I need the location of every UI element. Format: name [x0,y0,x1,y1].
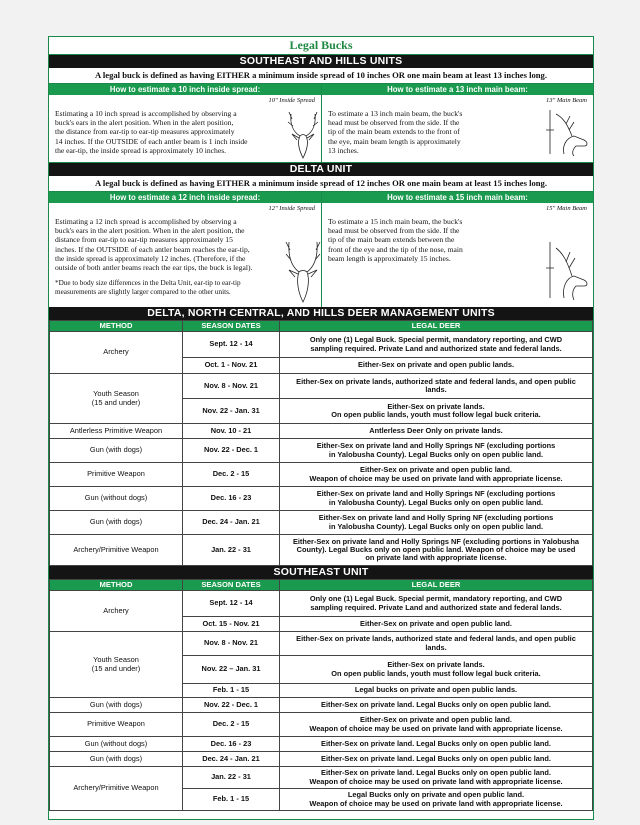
southeast-heading: SOUTHEAST UNIT [49,566,593,579]
method-cell: Youth Season (15 and under) [50,632,183,698]
text-line: buck's ears in the alert position. When in the alert position, the [55,226,245,236]
text-line: measurements are slightly larger compared to the other units. [55,287,231,296]
method-cell: Gun (with dogs) [50,698,183,713]
text-line: To estimate a 15 inch main beam, the buck's [328,217,463,226]
dates-cell: Oct. 1 - Nov. 21 [183,358,280,374]
legal-cell: Either-Sex on private land and Holly Springs NF (excluding portions in Yalobusha County). Legal Bucks only on open public land. [280,487,593,511]
delta-spread-caption: 12" Inside Spread [268,205,315,212]
method-cell: Archery [50,591,183,632]
dates-cell: Nov. 22 - Jan. 31 [183,399,280,424]
table-row [50,713,593,737]
table-row [50,487,593,511]
text-line: Estimating a 12 inch spread is accomplished by observing a [55,217,237,226]
page-title: Legal Bucks [49,37,593,55]
dates-column-header: SEASON DATES [183,321,280,332]
table-row [50,424,593,439]
deer-side-illustration [544,106,592,158]
legal-cell: Either-Sex on private lands. On open public lands, youth must follow legal buck criteria. [280,399,593,424]
dates-cell: Nov. 8 - Nov. 21 [183,374,280,399]
dates-cell: Jan. 22 - 31 [183,767,280,789]
beam-caption: 13" Main Beam [546,97,587,104]
legal-column-header: LEGAL DEER [280,580,593,591]
legal-column-header: LEGAL DEER [280,321,593,332]
delta-spread-heading: How to estimate a 12 inch inside spread: [49,192,321,203]
legal-cell: Legal Bucks only on private and open public land. Weapon of choice may be used on private land with appropriate license. [280,789,593,811]
text-line: 13 inches. [328,145,359,155]
legal-cell: Antlerless Deer Only on private lands. [280,424,593,439]
dates-cell: Sept. 12 - 14 [183,332,280,358]
dates-cell: Nov. 22 – Jan. 31 [183,656,280,684]
text-line: To estimate a 13 inch main beam, the buck's [328,109,463,118]
deer-side-illustration-delta [544,238,592,302]
text-line: beam length is approximately 15 inches. [328,253,451,263]
table-header-row [50,321,593,332]
dnc-heading: DELTA, NORTH CENTRAL, AND HILLS DEER MANAGEMENT UNITS [49,307,593,320]
dnc-season-table [49,320,593,566]
method-column-header: METHOD [50,321,183,332]
dates-cell: Sept. 12 - 14 [183,591,280,617]
legal-cell: Only one (1) Legal Buck. Special permit, mandatory reporting, and CWD sampling required. Private Land and authorized state and federal lands. [280,591,593,617]
legal-cell: Either-Sex on private and open public land. Weapon of choice may be used on private land with appropriate license. [280,463,593,487]
legal-cell: Either-Sex on private and open public land. Weapon of choice may be used on private land with appropriate license. [280,713,593,737]
method-cell: Youth Season (15 and under) [50,374,183,424]
deer-front-illustration-delta [285,230,321,305]
text-line: 14 inches. If the OUTSIDE of each antler beam is 1 inch inside [55,136,248,146]
text-line: *Due to body size differences in the Delta Unit, ear-tip to ear-tip [55,279,241,288]
regulations-page [48,36,594,820]
legal-cell: Either-Sex on private land and Holly Spring NF (excluding portions in Yalobusha County). Legal Bucks only on open public land. [280,511,593,535]
legal-cell: Either-Sex on private and open public lands. [280,358,593,374]
method-cell: Archery/Primitive Weapon [50,535,183,566]
legal-cell: Either-Sex on private land. Legal Bucks only on open public land. Weapon of choice may be used on private land with appropriate license. [280,767,593,789]
delta-beam-panel [321,192,593,307]
dates-cell: Dec. 24 - Jan. 21 [183,511,280,535]
dates-cell: Oct. 15 - Nov. 21 [183,617,280,632]
southeast-hills-heading: SOUTHEAST AND HILLS UNITS [49,55,593,68]
text-line: head must be observed from the side. If the [328,118,460,128]
text-line: the distance from ear-tip to ear-tip measures approximately [55,127,235,137]
delta-definition: A legal buck is defined as having EITHER a minimum inside spread of 12 inches OR one main beam at least 15 inches long. [49,176,593,192]
spread-estimate-heading: How to estimate a 10 inch inside spread: [49,84,321,95]
text-line: buck's ears in the alert position. When in the alert position, [55,118,234,128]
text-line: the inside spread is approximately 12 inches. (Therefore, if the [55,253,246,263]
method-cell: Gun (without dogs) [50,737,183,752]
table-row [50,332,593,358]
dates-cell: Nov. 10 - 21 [183,424,280,439]
legal-cell: Legal bucks on private and open public lands. [280,684,593,698]
table-header-row [50,580,593,591]
table-row [50,591,593,617]
legal-cell: Either-Sex on private lands, authorized state and federal lands, and open public lands. [280,374,593,399]
table-row [50,463,593,487]
text-line: inches. If the OUTSIDE of each antler beam reaches the ear-tip, [55,244,250,254]
legal-cell: Either-Sex on private land and Holly Springs NF (excluding portions in Yalobusha County). Legal Bucks only on open public land. [280,439,593,463]
method-cell: Archery [50,332,183,374]
method-cell: Primitive Weapon [50,463,183,487]
dates-cell: Dec. 24 - Jan. 21 [183,752,280,767]
dates-cell: Dec. 16 - 23 [183,487,280,511]
southeast-hills-definition: A legal buck is defined as having EITHER a minimum inside spread of 10 inches OR one main beam at least 13 inches long. [49,68,593,84]
legal-cell: Either-Sex on private land. Legal Bucks only on open public land. [280,737,593,752]
delta-estimates [49,192,593,307]
dates-cell: Dec. 2 - 15 [183,463,280,487]
method-cell: Gun (with dogs) [50,752,183,767]
dates-cell: Jan. 22 - 31 [183,535,280,566]
dates-column-header: SEASON DATES [183,580,280,591]
spread-estimate-panel [49,84,321,162]
delta-heading: DELTA UNIT [49,163,593,176]
text-line: tip of the main beam extends to the front of [328,127,460,137]
dates-cell: Feb. 1 - 15 [183,789,280,811]
delta-spread-panel [49,192,321,307]
text-line: head must be observed from the side. If the [328,226,460,236]
southeast-season-table [49,579,593,811]
delta-spread-text [49,203,286,272]
legal-cell: Either-Sex on private land. Legal Bucks only on open public land. [280,698,593,713]
table-row [50,752,593,767]
text-line: tip of the main beam extends between the [328,235,455,245]
beam-estimate-panel [321,84,593,162]
delta-beam-text [322,203,534,263]
text-line: distance from ear-tip to ear-tip measures approximately 15 [55,235,233,245]
legal-cell: Either-Sex on private and open public land. [280,617,593,632]
delta-footnote [49,272,321,296]
beam-estimate-heading: How to estimate a 13 inch main beam: [322,84,593,95]
table-row [50,535,593,566]
table-row [50,374,593,399]
deer-front-illustration [287,106,319,161]
delta-beam-caption: 15" Main Beam [546,205,587,212]
method-cell: Antlerless Primitive Weapon [50,424,183,439]
legal-cell: Either-Sex on private land. Legal Bucks only on open public land. [280,752,593,767]
table-row [50,632,593,656]
table-row [50,737,593,752]
dates-cell: Nov. 8 - Nov. 21 [183,632,280,656]
method-column-header: METHOD [50,580,183,591]
legal-cell: Either-Sex on private lands, authorized state and federal lands, and open public lands. [280,632,593,656]
spread-estimate-text [49,95,286,155]
table-row [50,511,593,535]
beam-estimate-text [322,95,534,155]
method-cell: Gun (without dogs) [50,487,183,511]
legal-cell: Either-Sex on private lands. On open public lands, youth must follow legal buck criteria. [280,656,593,684]
text-line: Estimating a 10 inch spread is accomplished by observing a [55,109,237,118]
method-cell: Archery/Primitive Weapon [50,767,183,811]
dates-cell: Nov. 22 - Dec. 1 [183,698,280,713]
dates-cell: Dec. 16 - 23 [183,737,280,752]
method-cell: Primitive Weapon [50,713,183,737]
table-row [50,439,593,463]
dates-cell: Nov. 22 - Dec. 1 [183,439,280,463]
text-line: front of the eye and the tip of the nose, main [328,244,463,254]
spread-caption: 10" Inside Spread [268,97,315,104]
text-line: the ear-tip, the inside spread is approximately 10 inches. [55,145,227,155]
text-line: the eye, main beam length is approximately [328,136,461,146]
table-row [50,767,593,789]
method-cell: Gun (with dogs) [50,439,183,463]
dates-cell: Dec. 2 - 15 [183,713,280,737]
text-line: outside of both antler beams reach the ear tips, the buck is legal). [55,263,253,273]
delta-beam-heading: How to estimate a 15 inch main beam: [322,192,593,203]
method-cell: Gun (with dogs) [50,511,183,535]
legal-cell: Either-Sex on private land and Holly Springs NF (excluding portions in Yalobusha County). Legal Bucks only on open public land. Weapon of choice may be used on private land with appropriate license. [280,535,593,566]
table-row [50,698,593,713]
dates-cell: Feb. 1 - 15 [183,684,280,698]
legal-cell: Only one (1) Legal Buck. Special permit, mandatory reporting, and CWD sampling required. Private Land and authorized state and federal lands. [280,332,593,358]
southeast-hills-estimates [49,84,593,163]
